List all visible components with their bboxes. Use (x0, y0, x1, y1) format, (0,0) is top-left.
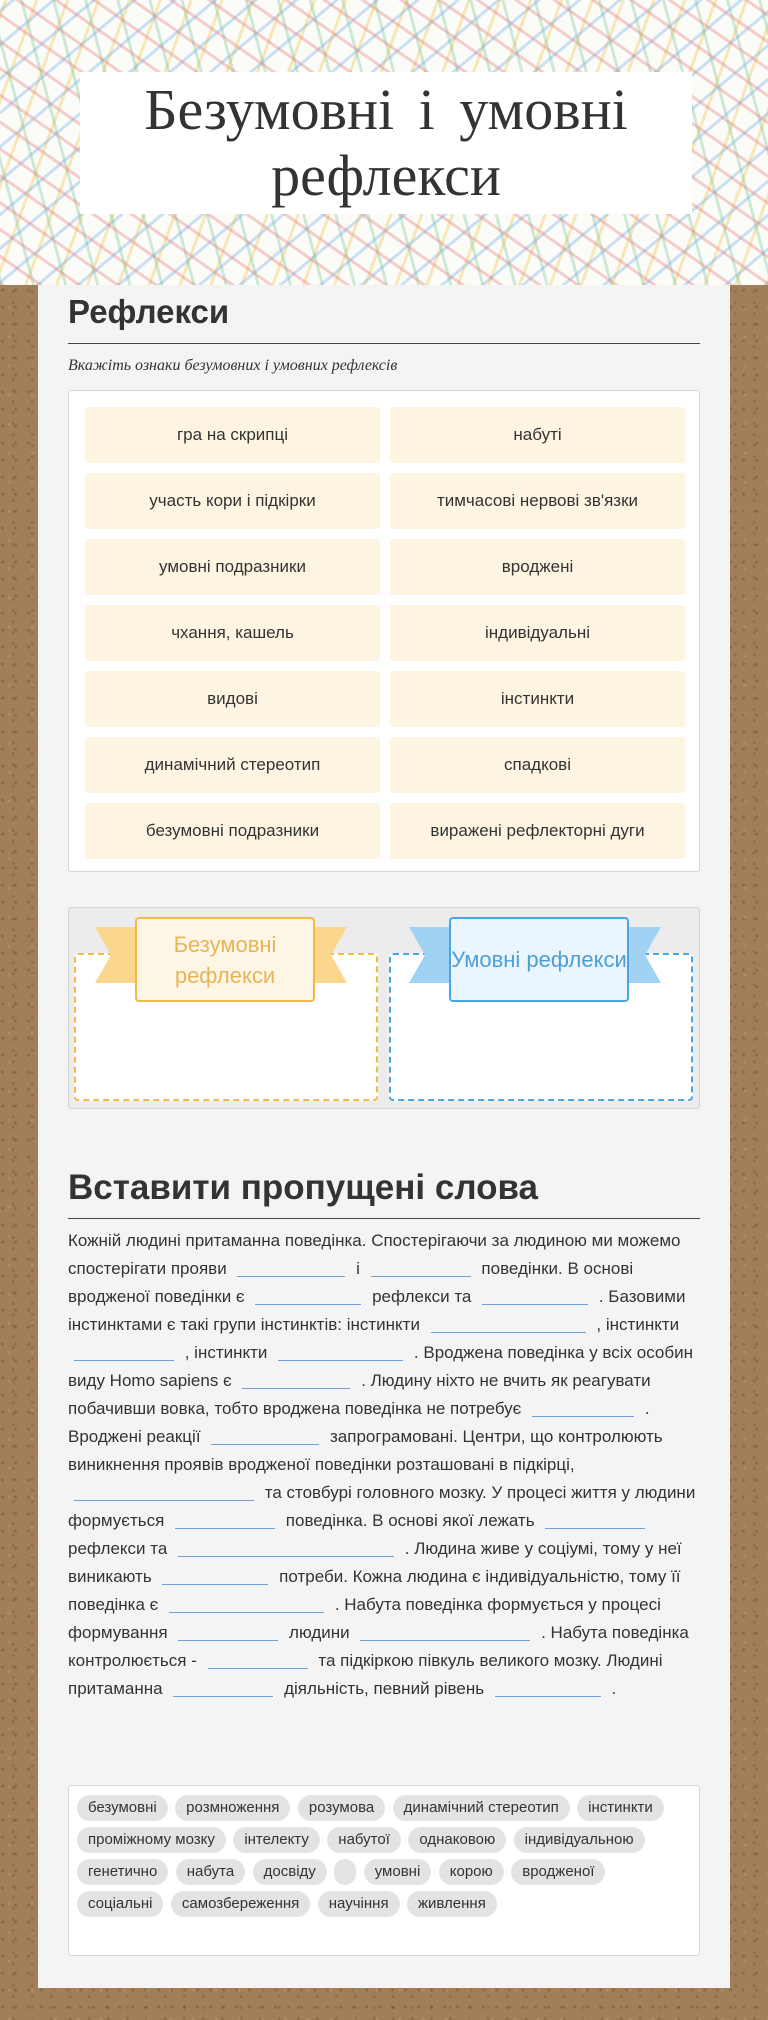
section-title-fill-blanks: Вставити пропущені слова (68, 1168, 538, 1207)
text-fragment: . Базовими інстинктами є такі групи інстинктів: інстинкти (68, 1287, 686, 1334)
word-chip[interactable]: безумовні (77, 1795, 168, 1821)
blank-input[interactable] (360, 1621, 530, 1641)
section-divider (68, 343, 700, 344)
word-chip[interactable]: розмноження (175, 1795, 290, 1821)
text-fragment: . (611, 1679, 617, 1698)
word-chip[interactable]: живлення (407, 1891, 497, 1917)
word-bank (68, 1785, 700, 1956)
blank-input[interactable] (237, 1257, 345, 1277)
blank-input[interactable] (371, 1257, 471, 1277)
word-chip[interactable]: научіння (318, 1891, 400, 1917)
text-fragment: поведінка. В основі якої лежать (285, 1511, 535, 1530)
text-fragment: , інстинкти (596, 1315, 680, 1334)
fill-in-text (68, 1227, 700, 1703)
title-box (80, 72, 692, 214)
word-chip[interactable]: умовні (364, 1859, 432, 1885)
text-fragment: людини (289, 1623, 350, 1642)
text-fragment: та підкіркою півкуль великого мозку. Людині притаманна (68, 1651, 663, 1698)
page-title: Безумовні і умовні рефлекси (144, 77, 628, 208)
drag-card[interactable]: умовні подразники (85, 539, 380, 595)
text-fragment: поведінки. В основі вродженої поведінки є (68, 1259, 634, 1306)
word-chip[interactable]: генетично (77, 1859, 168, 1885)
word-chip[interactable]: корою (439, 1859, 504, 1885)
blank-input[interactable] (242, 1369, 350, 1389)
word-chip[interactable]: інстинкти (577, 1795, 664, 1821)
drag-card[interactable]: участь кори і підкірки (85, 473, 380, 529)
instruction-text: Вкажіть ознаки безумовних і умовних рефлексів (68, 357, 398, 374)
drag-card[interactable]: видові (85, 671, 380, 727)
word-chip[interactable]: динамічний стереотип (393, 1795, 570, 1821)
category-label-unconditioned: Безумовні рефлекси (135, 917, 315, 1002)
blank-input[interactable] (495, 1677, 601, 1697)
drag-card[interactable]: безумовні подразники (85, 803, 380, 859)
drag-card[interactable]: чхання, кашель (85, 605, 380, 661)
drag-card[interactable]: спадкові (390, 737, 685, 793)
blank-input[interactable] (175, 1509, 275, 1529)
blank-input[interactable] (169, 1593, 324, 1613)
text-fragment: . Вроджена поведінка у всіх особин виду Homo sapiens є (68, 1343, 693, 1390)
word-chip[interactable]: соціальні (77, 1891, 163, 1917)
blank-input[interactable] (173, 1677, 273, 1697)
blank-input[interactable] (482, 1285, 588, 1305)
section-title-reflexes: Рефлекси (68, 293, 230, 330)
drag-card[interactable]: індивідуальні (390, 605, 685, 661)
blank-input[interactable] (532, 1397, 634, 1417)
section-divider (68, 1218, 700, 1219)
text-fragment: Кожній людині притаманна поведінка. Спостерігаючи за людиною ми можемо спостерігати прояви (68, 1231, 681, 1278)
word-chip[interactable]: однаковою (408, 1827, 506, 1853)
word-chip[interactable]: набутої (327, 1827, 401, 1853)
word-chip[interactable]: самозбереження (171, 1891, 310, 1917)
word-chip[interactable]: вродженої (511, 1859, 605, 1885)
blank-input[interactable] (545, 1509, 645, 1529)
text-fragment: потреби. Кожна людина є індивідуальністю, тому її поведінка є (68, 1567, 681, 1614)
blank-input[interactable] (211, 1425, 319, 1445)
word-chip[interactable]: індивідуальною (514, 1827, 645, 1853)
word-chip[interactable]: проміжному мозку (77, 1827, 226, 1853)
drag-card[interactable]: виражені рефлекторні дуги (390, 803, 685, 859)
word-chip[interactable]: розумова (298, 1795, 385, 1821)
card-pool (68, 390, 700, 872)
drag-card[interactable]: динамічний стереотип (85, 737, 380, 793)
word-chip[interactable]: набута (176, 1859, 245, 1885)
text-fragment: . Набута поведінка контролюється - (68, 1623, 689, 1670)
text-fragment: рефлекси та (372, 1287, 472, 1306)
drag-card[interactable]: вроджені (390, 539, 685, 595)
blank-input[interactable] (208, 1649, 308, 1669)
text-fragment: рефлекси та (68, 1539, 168, 1558)
text-fragment: , інстинкти (184, 1343, 268, 1362)
text-fragment: . Людину ніхто не вчить як реагувати побачивши вовка, тобто вроджена поведінка не потребує (68, 1371, 651, 1418)
blank-input[interactable] (278, 1341, 403, 1361)
drag-card[interactable]: тимчасові нервові зв'язки (390, 473, 685, 529)
blank-input[interactable] (178, 1537, 394, 1557)
blank-input[interactable] (74, 1481, 254, 1501)
word-chip[interactable]: інтелекту (233, 1827, 320, 1853)
text-fragment: діяльність, певний рівень (284, 1679, 485, 1698)
text-fragment: запрограмовані. Центри, що контролюють виникнення проявів вродженої поведінки розташовані в підкірці, (68, 1427, 663, 1474)
word-chip-empty[interactable] (334, 1859, 356, 1885)
category-targets (68, 907, 700, 1109)
word-chip[interactable]: досвіду (253, 1859, 327, 1885)
text-fragment: . Набута поведінка формується у процесі формування (68, 1595, 661, 1642)
blank-input[interactable] (178, 1621, 278, 1641)
category-label-conditioned: Умовні рефлекси (449, 917, 629, 1002)
blank-input[interactable] (431, 1313, 586, 1333)
text-fragment: і (356, 1259, 360, 1278)
drag-card[interactable]: інстинкти (390, 671, 685, 727)
blank-input[interactable] (74, 1341, 174, 1361)
header-banner (0, 0, 768, 285)
blank-input[interactable] (255, 1285, 361, 1305)
blank-input[interactable] (162, 1565, 268, 1585)
text-fragment: . Людина живе у соціумі, тому у неї виникають (68, 1539, 682, 1586)
text-fragment: та стовбурі головного мозку. У процесі життя у людини формується (68, 1483, 696, 1530)
drag-card[interactable]: гра на скрипці (85, 407, 380, 463)
text-fragment: . Вроджені реакції (68, 1399, 650, 1446)
drag-card[interactable]: набуті (390, 407, 685, 463)
